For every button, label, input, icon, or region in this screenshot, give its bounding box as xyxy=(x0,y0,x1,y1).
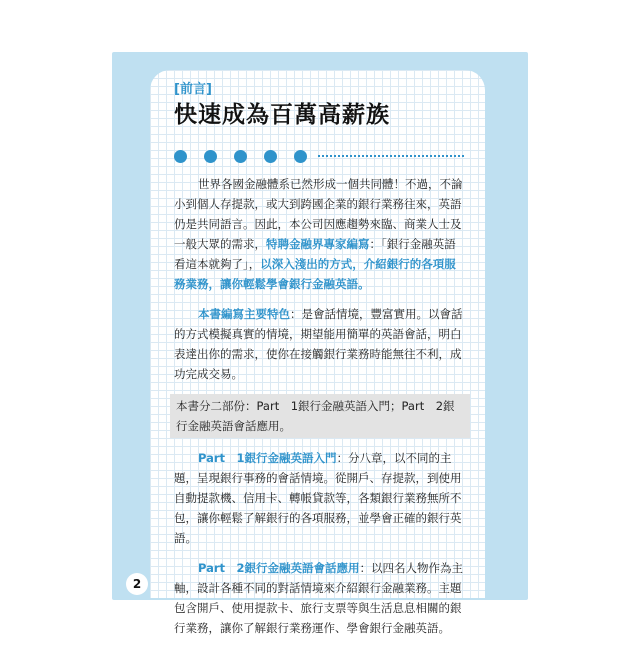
paragraph-part2 xyxy=(174,558,466,638)
part1-highlight: Part 1銀行金融英語入門 xyxy=(198,451,337,465)
dot-icon xyxy=(234,150,247,163)
page-title: 快速成為百萬高薪族 xyxy=(174,102,390,128)
dot-divider xyxy=(174,148,464,164)
features-highlight: 本書編寫主要特色 xyxy=(198,307,290,321)
paragraph-features xyxy=(174,304,466,384)
dot-icon xyxy=(204,150,217,163)
page-number: 2 xyxy=(126,573,148,595)
intro-text-1: 世界各國金融體系已然形成一個共同體！不過，不論小到個人存提款，或大到跨國企業的銀行業務往來，英語仍是共同語言。因此，本公司因應趨勢來臨、商業人士及一般大眾的需求， xyxy=(174,177,463,251)
intro-highlight-1: 特聘金融界專家編寫 xyxy=(266,237,370,251)
dot-icon xyxy=(294,150,307,163)
part1-text: ：分八章，以不同的主題，呈現銀行事務的會話情境。從開戶、存提款，到使用自動提款機、信用卡、轉帳貸款等，各類銀行業務無所不包，讓你輕鬆了解銀行的各項服務，並學會正確的銀行英語。 xyxy=(174,451,462,545)
part2-text: ：以四名人物作為主軸，設計各種不同的對話情境來介紹銀行金融業務。主題包含開戶、使用提款卡、旅行支票等與生活息息相關的銀行業務，讓你了解銀行業務運作、學會銀行金融英語。 xyxy=(174,561,464,635)
content-card xyxy=(150,70,485,635)
parts-text: 本書分二部份：Part 1銀行金融英語入門；Part 2銀行金融英語會話應用。 xyxy=(176,399,455,433)
intro-text-2: ：「銀行金融英語 看這本就夠了」， xyxy=(174,237,468,271)
dotted-line xyxy=(318,155,464,157)
features-text: ：是會話情境，豐富實用。以會話的方式模擬真實的情境，期望能用簡單的英語會話，明白表達出你的需求，使你在接觸銀行業務時能無往不利，成功完成交易。 xyxy=(174,307,463,381)
body-text xyxy=(174,174,466,648)
paragraph-part1 xyxy=(174,448,466,548)
intro-highlight-2: 以深入淺出的方式，介紹銀行的各項服務業務，讓你輕鬆學會銀行金融英語。 xyxy=(174,257,456,291)
dot-icon xyxy=(174,150,187,163)
dot-icon xyxy=(264,150,277,163)
paragraph-parts-box xyxy=(170,394,470,438)
section-tag: [前言] xyxy=(174,82,212,97)
part2-highlight: Part 2銀行金融英語會話應用 xyxy=(198,561,360,575)
paragraph-intro xyxy=(174,174,466,294)
